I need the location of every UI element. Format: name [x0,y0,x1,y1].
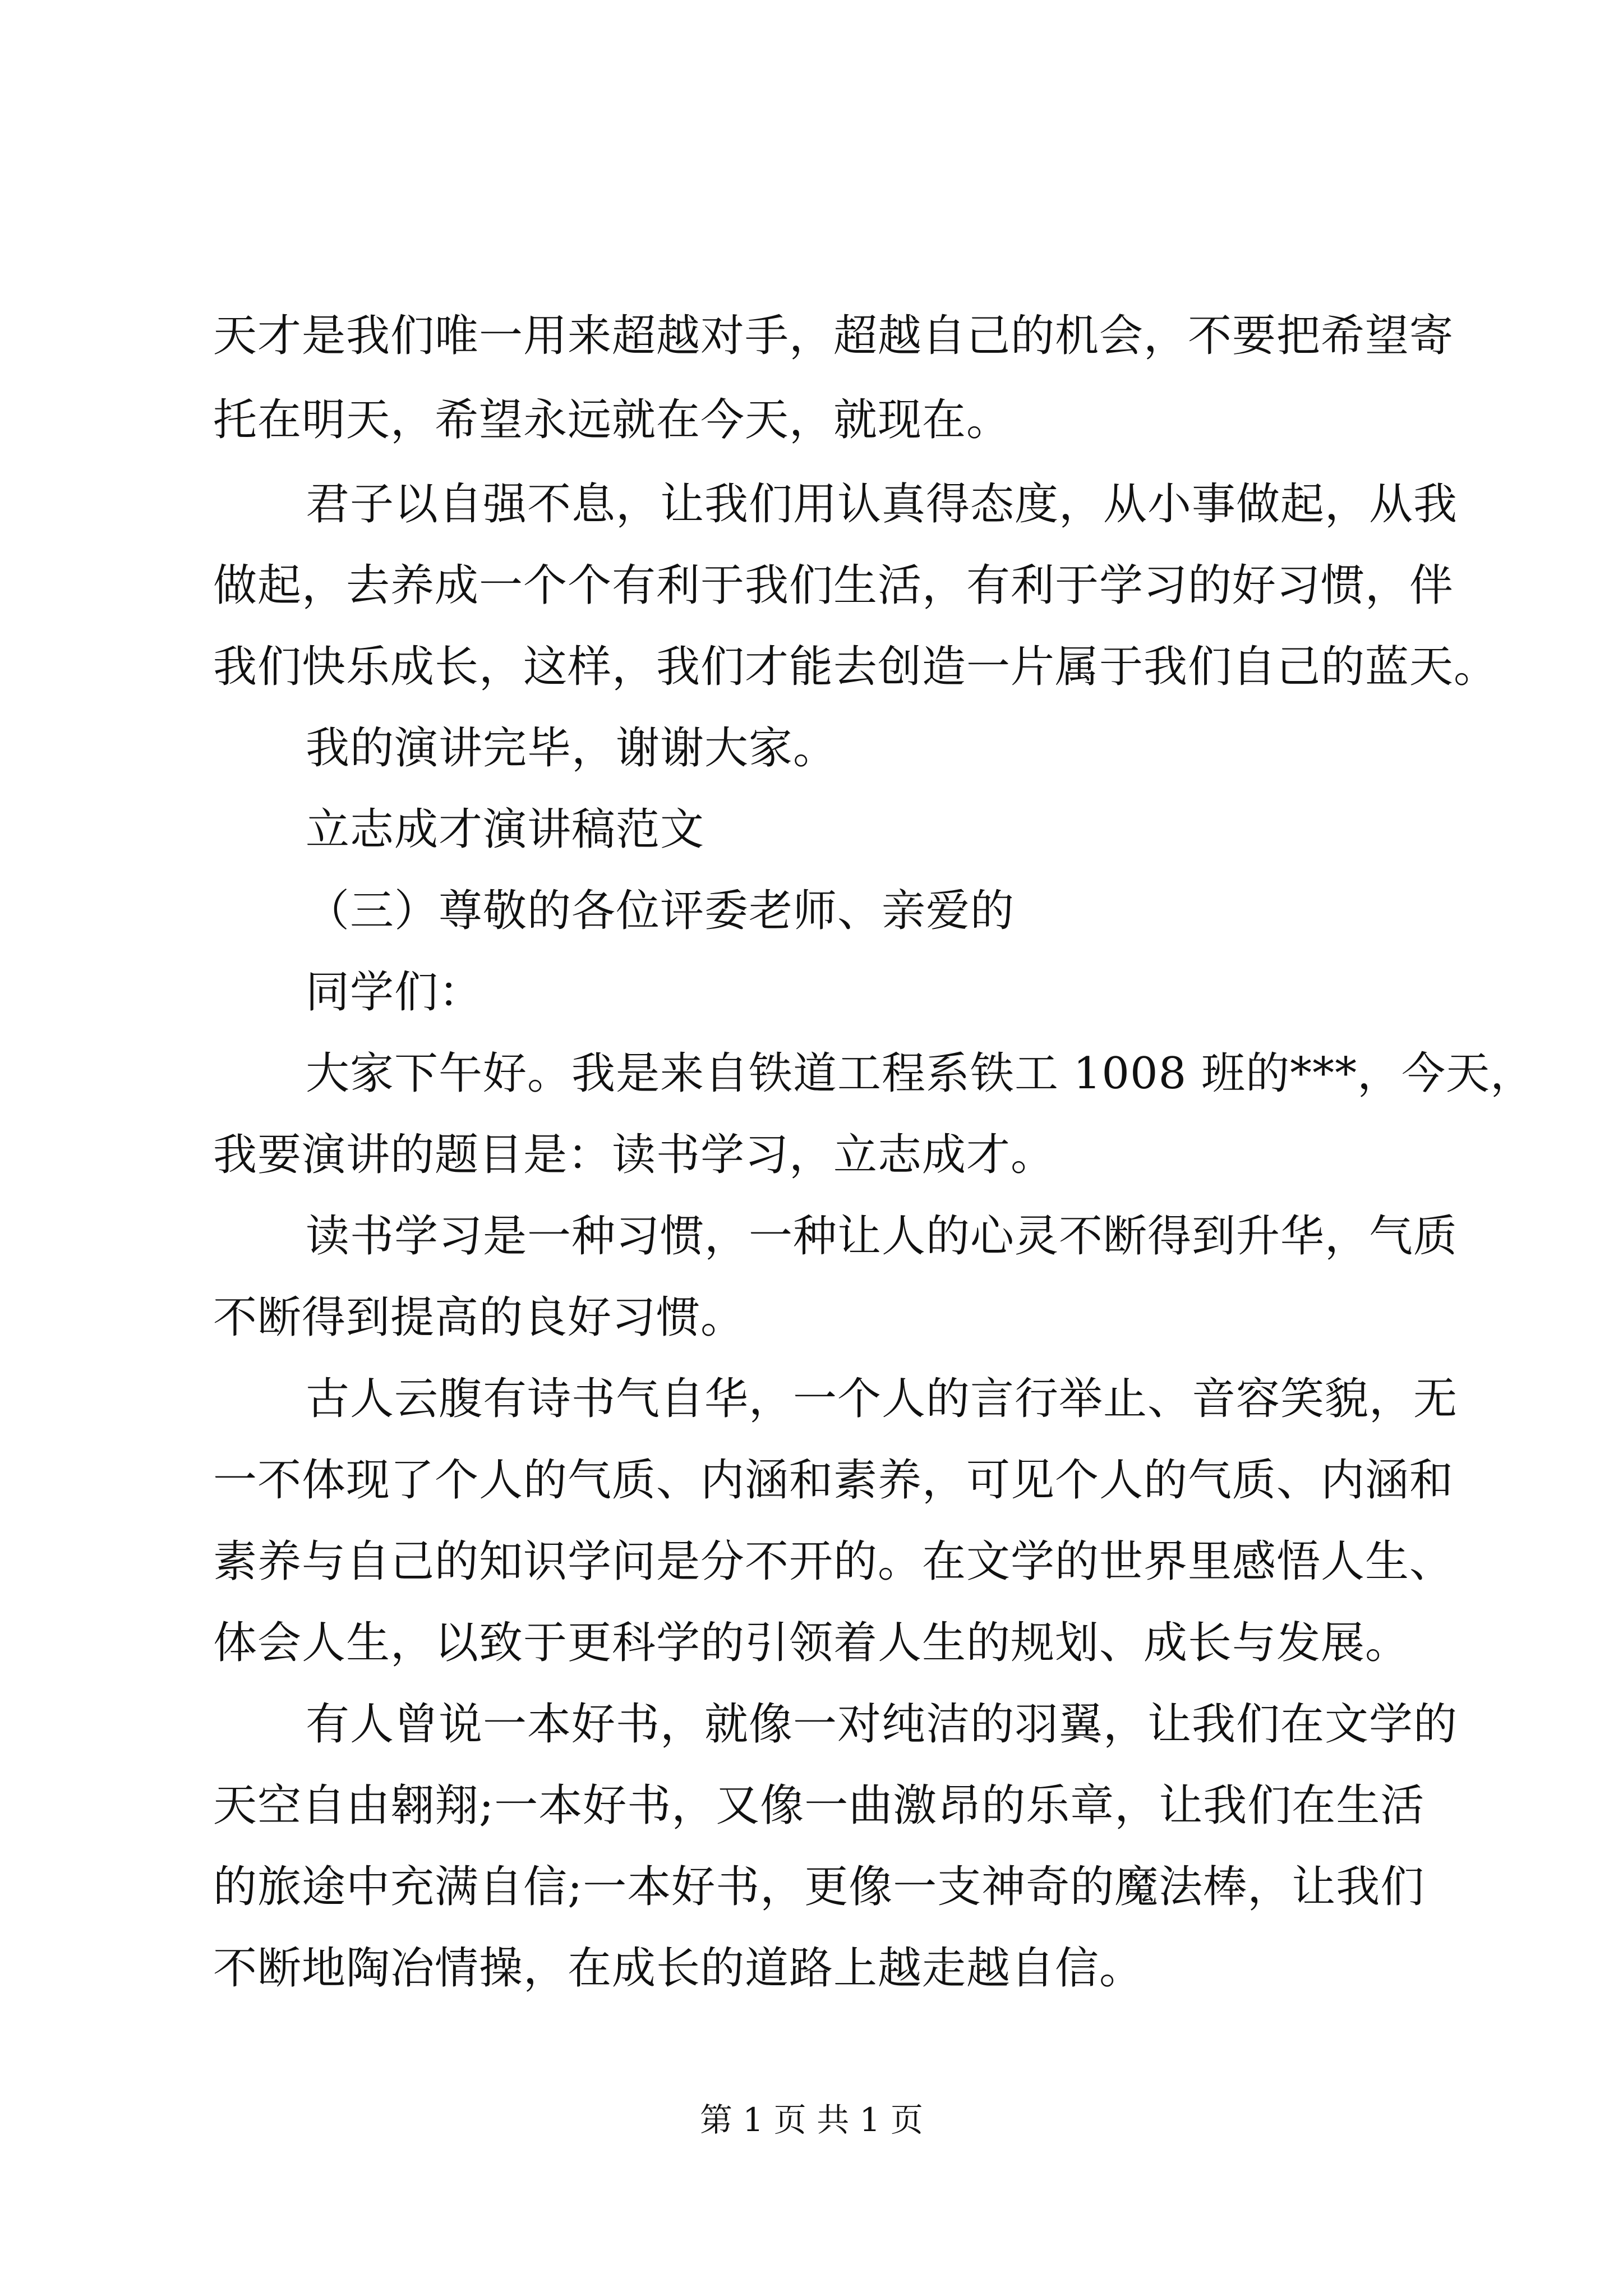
text-line: 读书学习是一种习惯，一种让人的心灵不断得到升华，气质 [306,1211,1458,1262]
text-line: 我们快乐成长，这样，我们才能去创造一片属于我们自己的蓝天。 [213,642,1498,692]
text-line: 天才是我们唯一用来超越对手，超越自己的机会，不要把希望寄 [213,311,1454,361]
text-line: 君子以自强不息，让我们用认真得态度，从小事做起，从我 [306,479,1458,530]
text-line: 天空自由翱翔;一本好书，又像一曲激昂的乐章，让我们在生活 [213,1780,1425,1831]
page-footer: 第 1 页 共 1 页 [700,2101,923,2139]
text-line: 立志成才演讲稿范文 [306,804,705,855]
text-line: 体会人生，以致于更科学的引领着人生的规划、成长与发展。 [213,1618,1410,1668]
text-line: 有人曾说一本好书，就像一对纯洁的羽翼，让我们在文学的 [306,1699,1458,1750]
text-line: 托在明天，希望永远就在今天，就现在。 [213,395,1011,445]
text-line: 大家下午好。我是来自铁道工程系铁工 1008 班的***，今天， [306,1048,1535,1099]
text-line: 古人云腹有诗书气自华，一个人的言行举止、音容笑貌，无 [306,1374,1458,1424]
text-line: 不断地陶冶情操，在成长的道路上越走越自信。 [213,1943,1144,1994]
text-line: 我要演讲的题目是：读书学习，立志成才。 [213,1130,1055,1180]
text-line: 不断得到提高的良好习惯。 [213,1292,745,1343]
text-line: 同学们： [306,967,483,1018]
text-line: 素养与自己的知识学问是分不开的。在文学的世界里感悟人生、 [213,1536,1454,1587]
text-line: （三）尊敬的各位评委老师、亲爱的 [306,886,1015,936]
text-line: 的旅途中充满自信;一本好书，更像一支神奇的魔法棒，让我们 [213,1862,1425,1912]
text-line: 一不体现了个人的气质、内涵和素养，可见个人的气质、内涵和 [213,1455,1454,1506]
text-line: 做起，去养成一个个有利于我们生活，有利于学习的好习惯，伴 [213,560,1454,611]
text-line: 我的演讲完毕，谢谢大家。 [306,723,838,774]
